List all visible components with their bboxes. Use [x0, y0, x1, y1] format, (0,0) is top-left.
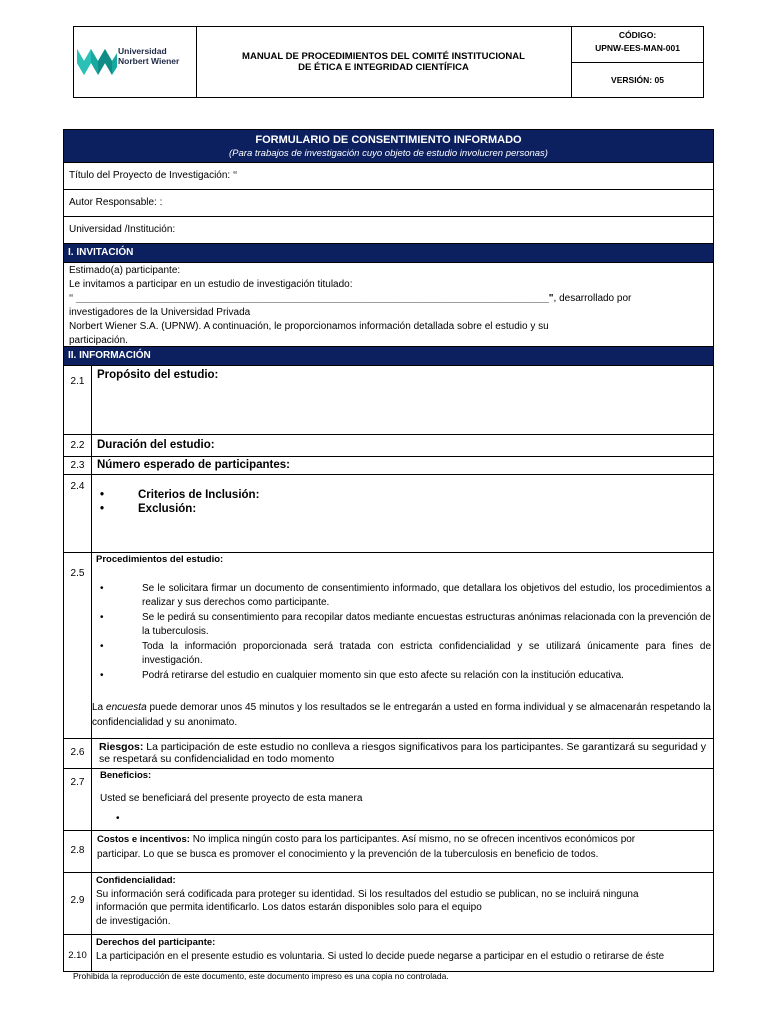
logo-mark-icon: [76, 45, 118, 75]
section-2-6: [63, 739, 714, 769]
invitation-line1: Estimado(a) participante:: [69, 265, 181, 276]
section-title: Beneficios:: [100, 770, 152, 781]
confidentiality-line3: de investigación.: [96, 915, 171, 927]
form-title-banner: [63, 129, 714, 163]
inclusion-criteria: • Criterios de Inclusión:: [96, 488, 711, 502]
benefits-bullet: •: [116, 813, 120, 824]
section-invitation-heading: I. INVITACIÓN: [63, 244, 714, 263]
section-2-5: [63, 553, 714, 739]
risks-text: [92, 739, 713, 768]
section-number: 2.9: [64, 873, 92, 934]
section-2-10: [63, 935, 714, 972]
manual-title-line1: MANUAL DE PROCEDIMIENTOS DEL COMITÉ INSTITUCIONAL: [242, 51, 525, 62]
procedure-item: • Podrá retirarse del estudio en cualquier momento sin que esto afecte su relación con la institución educativa.: [96, 669, 711, 684]
section-number: 2.6: [64, 739, 92, 768]
form-subtitle: (Para trabajos de investigación cuyo objeto de estudio involucren personas): [229, 148, 548, 159]
section-2-1: [63, 366, 714, 435]
code-label: CÓDIGO:: [618, 30, 657, 40]
version-cell: VERSIÓN: 05: [611, 75, 664, 85]
section-2-7: [63, 769, 714, 831]
section-number: 2.8: [64, 831, 92, 872]
invitation-line5: Norbert Wiener S.A. (UPNW). A continuación, le proporcionamos información detallada sobre el estudio y su: [69, 321, 549, 332]
title-suffix: , desarrollado por: [553, 293, 632, 304]
procedure-item: • Se le solicitara firmar un documento de consentimiento informado, que detallara los objetivos del estudio, los procedimientos a realizar y sus derechos como participante.: [96, 582, 711, 611]
section-title: Número esperado de participantes:: [97, 459, 290, 471]
survey-note-end: puede demorar unos 45 minutos y los resultados se le entregarán a usted en forma individual y se almacenarán respetando la confidencialidad y su anonimato.: [92, 702, 711, 728]
section-information-heading: II. INFORMACIÓN: [63, 347, 714, 366]
document-header: [73, 26, 704, 98]
section-title: Riesgos:: [99, 741, 144, 753]
logo-line2: Norbert Wiener: [118, 56, 180, 66]
section-title: Derechos del participante:: [96, 937, 216, 948]
benefits-text: Usted se beneficiará del presente proyecto de esta manera: [100, 793, 363, 804]
institution-field: Universidad /Institución:: [63, 217, 714, 244]
form-title: FORMULARIO DE CONSENTIMIENTO INFORMADO: [255, 134, 522, 146]
section-2-8: [63, 831, 714, 873]
section-number: 2.1: [64, 366, 92, 434]
section-number: 2.7: [64, 769, 92, 830]
invitation-line3: [69, 292, 713, 306]
logo-line1: Universidad: [118, 46, 167, 56]
section-title: Confidencialidad:: [96, 875, 176, 886]
rights-text: La participación en el presente estudio es voluntaria. Si usted lo decide puede negarse a participar en el estudio o retirarse de éste: [96, 951, 665, 962]
invitation-body: [63, 263, 714, 347]
code-value: UPNW-EES-MAN-001: [595, 43, 680, 53]
footer-disclaimer: Prohibida la reproducción de este documento, este documento impreso es una copia no controlada.: [73, 971, 449, 981]
section-number: 2.5: [64, 553, 92, 738]
costs-text: [92, 831, 713, 872]
manual-title: [196, 27, 572, 97]
section-2-4: [63, 475, 714, 553]
section-number: 2.3: [64, 457, 92, 474]
survey-note-emphasis: encuesta: [106, 702, 147, 713]
section-number: 2.2: [64, 435, 92, 456]
invitation-line4: investigadores de la Universidad Privada: [69, 307, 251, 318]
invitation-line6: participación.: [69, 335, 128, 346]
section-title: Procedimientos del estudio:: [96, 554, 224, 565]
section-title: Propósito del estudio:: [97, 369, 219, 381]
section-title: Duración del estudio:: [97, 439, 215, 451]
confidentiality-line1: Su información será codificada para proteger su identidad. Si los resultados del estudio se publican, no se incluirá ninguna: [96, 888, 639, 900]
title-blank: _____________________________________________________________________________________": [76, 293, 554, 304]
title-open-quote: ‘‘: [69, 293, 77, 304]
author-field: Autor Responsable: :: [63, 190, 714, 217]
consent-form: [63, 129, 714, 972]
section-2-9: [63, 873, 714, 935]
manual-title-line2: DE ÉTICA E INTEGRIDAD CIENTÍFICA: [298, 62, 469, 73]
code-cell: [572, 27, 703, 63]
survey-note-start: La: [92, 702, 107, 713]
section-number: 2.4: [64, 475, 92, 552]
procedure-item: • Toda la información proporcionada será tratada con estricta confidencialidad y se utilizará únicamente para fines de investigación.: [96, 640, 711, 669]
confidentiality-line2: información que permita identificarlo. Los datos estarán disponibles solo para el equipo: [96, 902, 482, 913]
university-logo: [74, 27, 197, 97]
exclusion-criteria: • Exclusión:: [96, 502, 711, 516]
section-2-3: [63, 457, 714, 475]
section-number: 2.10: [64, 935, 92, 971]
costs-body: No implica ningún costo para los participantes. Así mismo, no se ofrecen incentivos económicos por participar. Lo que se busca es promover el conocimiento y la prevención de la tuberculosis en beneficio de todos.: [97, 834, 636, 860]
project-title-field: Título del Proyecto de Investigación: ‘‘: [63, 163, 714, 190]
invitation-line2: Le invitamos a participar en un estudio de investigación titulado:: [69, 279, 353, 290]
section-2-2: [63, 435, 714, 457]
risks-body: La participación de este estudio no conlleva a riesgos significativos para los participantes. Se garantizará su seguridad y se respetará su confidencialidad en todo momento: [99, 741, 707, 765]
survey-note: [92, 701, 711, 730]
section-title: Costos e incentivos:: [97, 834, 190, 845]
procedure-item: • Se le pedirá su consentimiento para recopilar datos mediante encuestas estructuras anónimas relacionada con la prevención de la tuberculosis.: [96, 611, 711, 640]
